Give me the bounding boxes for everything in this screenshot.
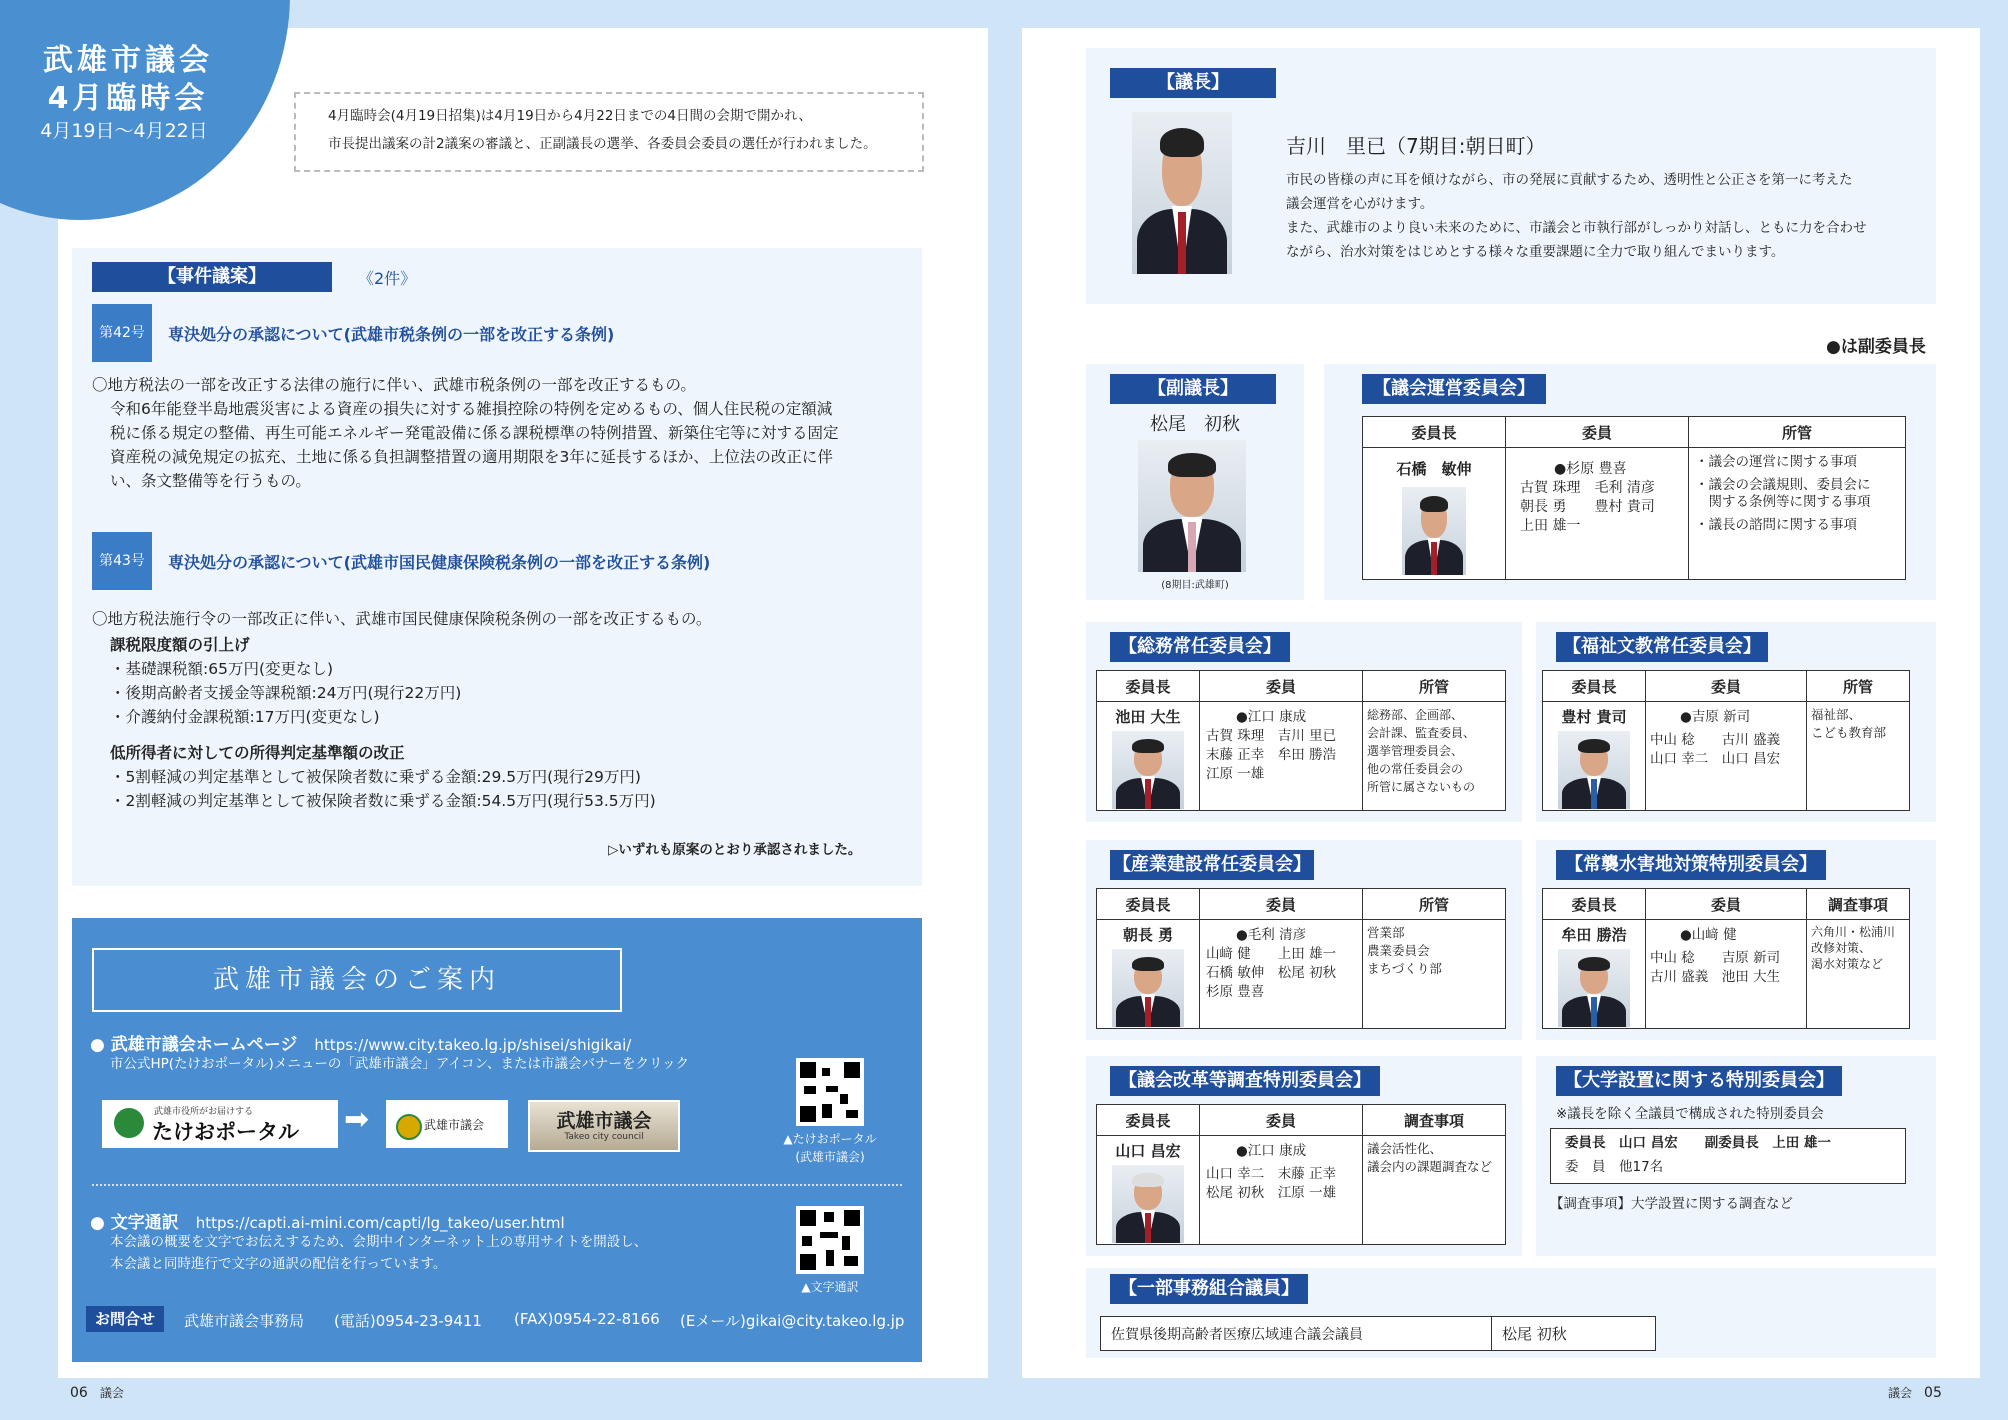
portal-logo-icon bbox=[114, 1108, 144, 1138]
bill-42-number: 第42号 bbox=[92, 304, 152, 362]
meeting-title-line1: 武雄市議会 bbox=[43, 43, 213, 78]
guide-hp-label bbox=[90, 1030, 631, 1055]
guide-hp-url[interactable]: https://www.city.takeo.lg.jp/shisei/shigikai/ bbox=[314, 1036, 632, 1054]
general-member-row: 末藤 正幸 牟田 勝浩 bbox=[1206, 747, 1337, 763]
qr-code-portal bbox=[796, 1058, 864, 1126]
general-scope: 他の常任委員会の bbox=[1367, 762, 1464, 776]
general-scope: 所管に属さないもの bbox=[1367, 780, 1476, 794]
welfare-vice: ●吉原 新司 bbox=[1680, 709, 1751, 725]
general-member-row: 古賀 珠理 吉川 里已 bbox=[1206, 728, 1337, 744]
portal-small-text: 武雄市役所がお届けする bbox=[154, 1107, 254, 1117]
flood-tag: 【常襲水害地対策特別委員会】 bbox=[1556, 850, 1826, 880]
welfare-tag: 【福祉文教常任委員会】 bbox=[1556, 632, 1768, 662]
col-head: 委員 bbox=[1200, 889, 1363, 920]
caption-label-text: ● 文字通訳 bbox=[90, 1213, 179, 1233]
bill-43-title: 専決処分の承認について(武雄市国民健康保険税条例の一部を改正する条例) bbox=[168, 553, 711, 572]
bills-panel bbox=[72, 248, 922, 886]
flood-scope: 六角川・松浦川 bbox=[1811, 925, 1896, 939]
caption-desc1: 本会議の概要を文字でお伝えするため、会期中インターネット上の専用サイトを開設し、 bbox=[110, 1234, 648, 1250]
bill-43-sub1-item: ・介護納付金課税額:17万円(変更なし) bbox=[110, 708, 380, 726]
steering-panel bbox=[1324, 364, 1936, 600]
steering-member-row: 朝長 勇 豊村 貴司 bbox=[1520, 499, 1655, 515]
general-scope: 選挙管理委員会、 bbox=[1367, 744, 1464, 758]
vice-chair-photo bbox=[1138, 440, 1246, 572]
vice-chair-note: ●は副委員長 bbox=[1826, 337, 1926, 357]
meeting-dates: 4月19日〜4月22日 bbox=[40, 120, 208, 142]
page-number-left: 06 bbox=[70, 1385, 88, 1401]
chair-name: 吉川 里已（7期目:朝日町） bbox=[1286, 134, 1546, 158]
flood-vice: ●山﨑 健 bbox=[1680, 927, 1737, 943]
col-head: 委員長 bbox=[1363, 417, 1506, 448]
reform-member-row: 松尾 初秋 江原 一雄 bbox=[1206, 1185, 1337, 1201]
bills-tag: 【事件議案】 bbox=[92, 262, 332, 292]
reform-tag: 【議会改革等調査特別委員会】 bbox=[1110, 1066, 1380, 1096]
caption-url[interactable]: https://capti.ai-mini.com/capti/lg_takeo/user.html bbox=[195, 1214, 565, 1232]
chair-line: ながら、治水対策をはじめとする様々な重要課題に全力で取り組んでまいります。 bbox=[1286, 244, 1785, 260]
col-head: 所管 bbox=[1689, 417, 1906, 448]
bill-42-title: 専決処分の承認について(武雄市税条例の一部を改正する条例) bbox=[168, 325, 615, 344]
steering-tag: 【議会運営委員会】 bbox=[1362, 374, 1546, 404]
contact-tel: (電話)0954-23-9411 bbox=[334, 1312, 482, 1330]
col-head: 委員 bbox=[1646, 889, 1807, 920]
flood-panel bbox=[1536, 840, 1936, 1040]
col-head: 調査事項 bbox=[1363, 1105, 1506, 1136]
general-chair-photo bbox=[1112, 731, 1184, 809]
contact-office: 武雄市議会事務局 bbox=[184, 1312, 305, 1330]
welfare-member-row: 中山 稔 古川 盛義 bbox=[1650, 732, 1781, 748]
intro-line2: 市長提出議案の計2議案の審議と、正副議長の選挙、各委員会委員の選任が行われました。 bbox=[328, 136, 877, 152]
council-banner[interactable] bbox=[528, 1100, 680, 1152]
general-scope: 総務部、企画部、 bbox=[1367, 708, 1464, 722]
university-note: ※議長を除く全議員で構成された特別委員会 bbox=[1556, 1106, 1824, 1122]
footer-left bbox=[70, 1384, 124, 1401]
col-head: 委員長 bbox=[1543, 889, 1646, 920]
chair-tag: 【議長】 bbox=[1110, 68, 1276, 98]
flood-chair: 牟田 勝浩 bbox=[1561, 926, 1627, 944]
steering-scope: ・議会の会議規則、委員会に bbox=[1695, 477, 1871, 493]
steering-member-row: 上田 雄一 bbox=[1520, 518, 1581, 534]
general-table bbox=[1096, 670, 1506, 811]
industry-member-row: 杉原 豊喜 bbox=[1206, 984, 1265, 1000]
reform-scope: 議会活性化、 bbox=[1367, 1141, 1443, 1156]
industry-member-row: 石橋 敏伸 松尾 初秋 bbox=[1206, 965, 1337, 981]
chair-panel bbox=[1086, 48, 1936, 304]
col-head: 委員長 bbox=[1097, 1105, 1200, 1136]
meeting-title-line2: 4月臨時会 bbox=[47, 81, 209, 116]
industry-vice: ●毛利 清彦 bbox=[1236, 927, 1307, 943]
contact-tag: お問合せ bbox=[86, 1306, 164, 1332]
col-head: 委員 bbox=[1200, 1105, 1363, 1136]
steering-vice: ●杉原 豊喜 bbox=[1554, 461, 1627, 477]
col-head: 委員長 bbox=[1097, 889, 1200, 920]
steering-member-row: 古賀 珠理 毛利 清彦 bbox=[1520, 480, 1655, 496]
flood-member-row: 中山 稔 吉原 新司 bbox=[1650, 950, 1781, 966]
flood-member-row: 古川 盛義 池田 大生 bbox=[1650, 969, 1781, 985]
general-tag: 【総務常任委員会】 bbox=[1110, 632, 1290, 662]
col-head: 所管 bbox=[1807, 671, 1910, 702]
welfare-table bbox=[1542, 670, 1910, 811]
council-icon-label: 武雄市議会 bbox=[424, 1118, 485, 1132]
portal-banner[interactable] bbox=[102, 1100, 338, 1148]
reform-member-row: 山口 幸二 末藤 正幸 bbox=[1206, 1166, 1337, 1182]
bill-43-lead: 〇地方税法施行令の一部改正に伴い、武雄市国民健康保険税条例の一部を改正するもの。 bbox=[92, 610, 712, 628]
bill-42-line: 令和6年能登半島地震災害による資産の損失に対する雑損控除の特例を定めるもの、個人住民税の定額減 bbox=[110, 400, 833, 418]
welfare-member-row: 山口 幸二 山口 昌宏 bbox=[1650, 751, 1781, 767]
union-table bbox=[1100, 1316, 1656, 1351]
flood-chair-photo bbox=[1558, 949, 1630, 1027]
chair-line: また、武雄市のより良い未来のために、市議会と市執行部がしっかり対話し、ともに力を合わせ bbox=[1286, 220, 1867, 236]
reform-chair: 山口 昌宏 bbox=[1115, 1142, 1181, 1160]
university-tag: 【大学設置に関する特別委員会】 bbox=[1556, 1066, 1842, 1096]
caption-desc2: 本会議と同時進行で文字の通訳の配信を行っています。 bbox=[110, 1256, 447, 1272]
bill-43-sub1-item: ・後期高齢者支援金等課税額:24万円(現行22万円) bbox=[110, 684, 462, 702]
council-banner-title: 武雄市議会 bbox=[556, 1110, 652, 1132]
flood-scope: 渇水対策など bbox=[1811, 957, 1884, 971]
vice-chair-caption: (8期目:武雄町) bbox=[1161, 580, 1229, 591]
footer-right-label: 議会 bbox=[1888, 1386, 1913, 1400]
reform-table bbox=[1096, 1104, 1506, 1245]
industry-chair-photo bbox=[1112, 949, 1184, 1027]
bill-43-sub1-item: ・基礎課税額:65万円(変更なし) bbox=[110, 660, 334, 678]
reform-scope: 議会内の課題調査など bbox=[1367, 1159, 1493, 1174]
col-head: 委員長 bbox=[1097, 671, 1200, 702]
qr-code-caption bbox=[796, 1206, 864, 1274]
page-number-right: 05 bbox=[1924, 1385, 1942, 1401]
university-panel bbox=[1536, 1056, 1936, 1256]
steering-scope: ・議会の運営に関する事項 bbox=[1695, 454, 1857, 470]
divider bbox=[92, 1184, 902, 1186]
bill-43-sub2-item: ・5割軽減の判定基準として被保険者数に乗ずる金額:29.5万円(現行29万円) bbox=[110, 768, 641, 786]
bill-42-line: 資産税の減免規定の拡充、土地に係る負担調整措置の適用期限を3年に延長するほか、上位法の改正に伴 bbox=[110, 448, 833, 466]
col-head: 委員長 bbox=[1543, 671, 1646, 702]
qr-portal-label1: ▲たけおポータル bbox=[783, 1132, 877, 1146]
industry-member-row: 山﨑 健 上田 雄一 bbox=[1206, 946, 1337, 962]
col-head: 調査事項 bbox=[1807, 889, 1910, 920]
industry-scope: 農業委員会 bbox=[1367, 943, 1430, 958]
union-member: 松尾 初秋 bbox=[1492, 1317, 1656, 1351]
welfare-panel bbox=[1536, 622, 1936, 822]
steering-scope: ・議長の諮問に関する事項 bbox=[1695, 517, 1857, 533]
portal-name: たけおポータル bbox=[152, 1120, 299, 1144]
bill-42-line: い、条文整備等を行うもの。 bbox=[110, 472, 311, 490]
bill-43-number: 第43号 bbox=[92, 532, 152, 590]
industry-tag: 【産業建設常任委員会】 bbox=[1110, 850, 1314, 880]
qr-caption-label: ▲文字通訳 bbox=[801, 1280, 859, 1294]
steering-chair-photo bbox=[1402, 487, 1466, 575]
intro-line1: 4月臨時会(4月19日招集)は4月19日から4月22日までの4日間の会期で開かれ、 bbox=[328, 108, 812, 124]
welfare-scope: こども教育部 bbox=[1811, 725, 1887, 740]
vice-chair-panel bbox=[1086, 364, 1304, 600]
general-vice: ●江口 康成 bbox=[1236, 709, 1307, 725]
reform-chair-photo bbox=[1112, 1165, 1184, 1243]
reform-vice: ●江口 康成 bbox=[1236, 1143, 1307, 1159]
general-scope: 会計課、監査委員、 bbox=[1367, 726, 1476, 740]
footer-left-label: 議会 bbox=[99, 1386, 124, 1400]
union-org: 佐賀県後期高齢者医療広域連合議会議員 bbox=[1101, 1317, 1492, 1351]
union-tag: 【一部事務組合議員】 bbox=[1110, 1274, 1308, 1304]
welfare-scope: 福祉部、 bbox=[1811, 707, 1862, 722]
bills-result: ▷いずれも原案のとおり承認されました。 bbox=[608, 842, 862, 858]
contact-mail[interactable]: (Eメール)gikai@city.takeo.lg.jp bbox=[680, 1312, 905, 1330]
bill-42-line: 税に係る規定の整備、再生可能エネルギー発電設備に係る課税標準の特例措置、新築住宅等に対する固定 bbox=[110, 424, 839, 442]
vice-chair-name: 松尾 初秋 bbox=[1150, 414, 1240, 435]
industry-chair: 朝長 勇 bbox=[1122, 926, 1174, 944]
welfare-chair-photo bbox=[1558, 731, 1630, 809]
col-head: 委員 bbox=[1200, 671, 1363, 702]
university-line1: 委員長 山口 昌宏 副委員長 上田 雄一 bbox=[1565, 1135, 1831, 1151]
col-head: 委員 bbox=[1646, 671, 1807, 702]
guide-title: 武雄市議会のご案内 bbox=[92, 948, 622, 1012]
col-head: 委員 bbox=[1506, 417, 1689, 448]
col-head: 所管 bbox=[1363, 889, 1506, 920]
vice-chair-tag: 【副議長】 bbox=[1110, 374, 1276, 404]
steering-scope: 関する条例等に関する事項 bbox=[1695, 494, 1871, 510]
intro-box bbox=[294, 92, 924, 172]
industry-scope: 営業部 bbox=[1367, 925, 1405, 940]
general-member-row: 江原 一雄 bbox=[1206, 766, 1265, 782]
chair-line: 市民の皆様の声に耳を傾けながら、市の発展に貢献するため、透明性と公正さを第一に考えた bbox=[1286, 172, 1853, 188]
general-chair: 池田 大生 bbox=[1115, 708, 1181, 726]
council-icon-button[interactable] bbox=[386, 1100, 508, 1148]
flood-scope: 改修対策、 bbox=[1811, 941, 1872, 955]
guide-hp-label-text: ● 武雄市議会ホームページ bbox=[90, 1035, 298, 1055]
contact-fax: (FAX)0954-22-8166 bbox=[514, 1310, 660, 1328]
steering-table bbox=[1362, 416, 1906, 580]
footer-right bbox=[1888, 1384, 1942, 1401]
bill-43-sub2-title: 低所得者に対しての所得判定基準額の改正 bbox=[110, 744, 405, 762]
bill-43-sub2-item: ・2割軽減の判定基準として被保険者数に乗ずる金額:54.5万円(現行53.5万円) bbox=[110, 792, 656, 810]
industry-scope: まちづくり部 bbox=[1367, 961, 1442, 976]
bills-count: 《2件》 bbox=[358, 269, 417, 288]
general-panel bbox=[1086, 622, 1522, 822]
bill-42-line: 〇地方税法の一部を改正する法律の施行に伴い、武雄市税条例の一部を改正するもの。 bbox=[92, 376, 696, 394]
col-head: 所管 bbox=[1363, 671, 1506, 702]
chair-line: 議会運営を心がけます。 bbox=[1286, 196, 1434, 212]
steering-chair: 石橋 敏伸 bbox=[1396, 460, 1472, 478]
union-panel bbox=[1086, 1268, 1936, 1358]
caption-label bbox=[90, 1208, 565, 1233]
flood-table bbox=[1542, 888, 1910, 1029]
council-emblem-icon bbox=[396, 1114, 422, 1140]
arrow-right-icon: ➡ bbox=[344, 1102, 370, 1137]
university-line2: 委 員 他17名 bbox=[1565, 1159, 1664, 1175]
bill-43-sub1-title: 課税限度額の引上げ bbox=[110, 636, 250, 654]
industry-table bbox=[1096, 888, 1506, 1029]
university-box bbox=[1550, 1128, 1906, 1184]
university-scope: 【調査事項】大学設置に関する調査など bbox=[1550, 1196, 1793, 1212]
guide-hp-desc: 市公式HP(たけおポータル)メニューの「武雄市議会」アイコン、または市議会バナーをクリック bbox=[110, 1056, 689, 1072]
guide-panel bbox=[72, 918, 922, 1362]
industry-panel bbox=[1086, 840, 1522, 1040]
council-banner-sub: Takeo city council bbox=[564, 1132, 644, 1142]
reform-panel bbox=[1086, 1056, 1522, 1256]
welfare-chair: 豊村 貴司 bbox=[1561, 708, 1627, 726]
chair-photo bbox=[1132, 112, 1232, 274]
qr-portal-label2: (武雄市議会) bbox=[795, 1150, 865, 1164]
